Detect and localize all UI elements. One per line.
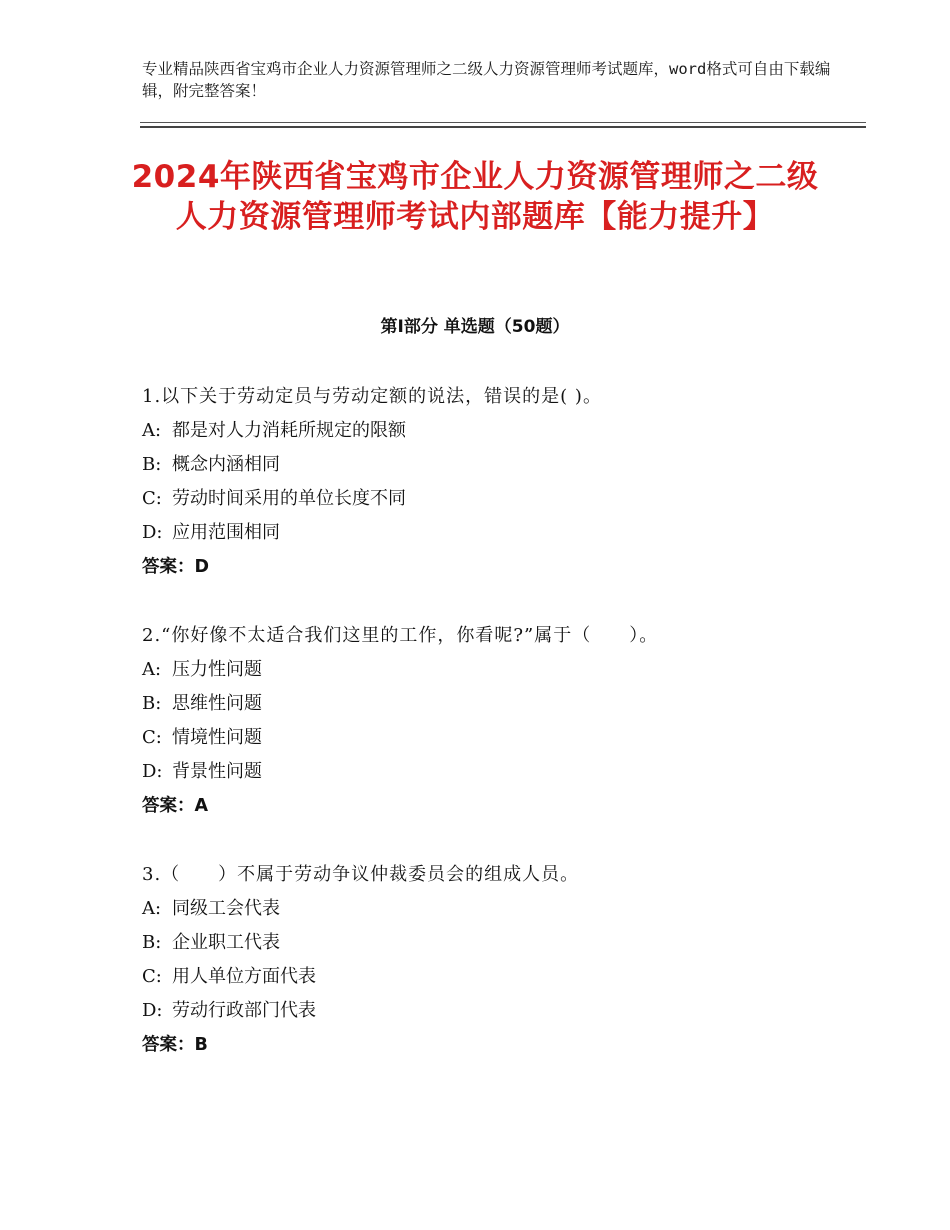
option-text: 劳动时间采用的单位长度不同 [172,488,406,509]
option-text: 概念内涵相同 [172,454,280,475]
option-text: 应用范围相同 [172,522,280,543]
option-text: 同级工会代表 [172,898,280,919]
option-c [142,963,842,997]
option-text: 思维性问题 [172,693,262,714]
section-heading: 第Ⅰ部分 单选题（50题） [380,317,570,337]
option-key: B: [142,693,162,714]
option-text: 用人单位方面代表 [172,966,316,987]
question-stem: 1.以下关于劳动定员与劳动定额的说法，错误的是( )。 [142,386,602,407]
option-text: 情境性问题 [172,727,262,748]
option-a [142,656,842,690]
option-a [142,895,842,929]
option-c [142,485,842,519]
header-divider-thick [140,126,866,128]
option-text: 背景性问题 [172,761,262,782]
option-key: D: [142,1000,163,1021]
option-a [142,417,842,451]
question-stem: 2.“你好像不太适合我们这里的工作，你看呢?”属于（ ）。 [142,625,659,646]
question-stem: 3.（ ）不属于劳动争议仲裁委员会的组成人员。 [142,864,580,885]
option-text: 企业职工代表 [172,932,280,953]
option-d [142,519,842,553]
option-key: A: [142,898,162,919]
document-title: 2024年陕西省宝鸡市企业人力资源管理师之二级人力资源管理师考试内部题库【能力提升】 [131,159,819,235]
option-key: D: [142,522,163,543]
question-2 [142,622,842,826]
answer-line: 答案：D [142,557,210,577]
option-text: 都是对人力消耗所规定的限额 [172,420,406,441]
option-b [142,929,842,963]
answer-line: 答案：B [142,1035,208,1055]
option-key: B: [142,932,162,953]
header-divider [140,122,866,123]
option-c [142,724,842,758]
question-1 [142,383,842,587]
option-b [142,690,842,724]
option-key: D: [142,761,163,782]
option-d [142,758,842,792]
option-key: C: [142,966,162,987]
option-d [142,997,842,1031]
answer-line: 答案：A [142,796,209,816]
option-text: 劳动行政部门代表 [172,1000,316,1021]
option-key: C: [142,727,162,748]
option-key: A: [142,659,162,680]
option-b [142,451,842,485]
document-header-note: 专业精品陕西省宝鸡市企业人力资源管理师之二级人力资源管理师考试题库，word格式可自由下载编辑，附完整答案！ [142,60,831,100]
option-key: A: [142,420,162,441]
option-key: B: [142,454,162,475]
question-3 [142,861,842,1065]
option-key: C: [142,488,162,509]
option-text: 压力性问题 [172,659,262,680]
